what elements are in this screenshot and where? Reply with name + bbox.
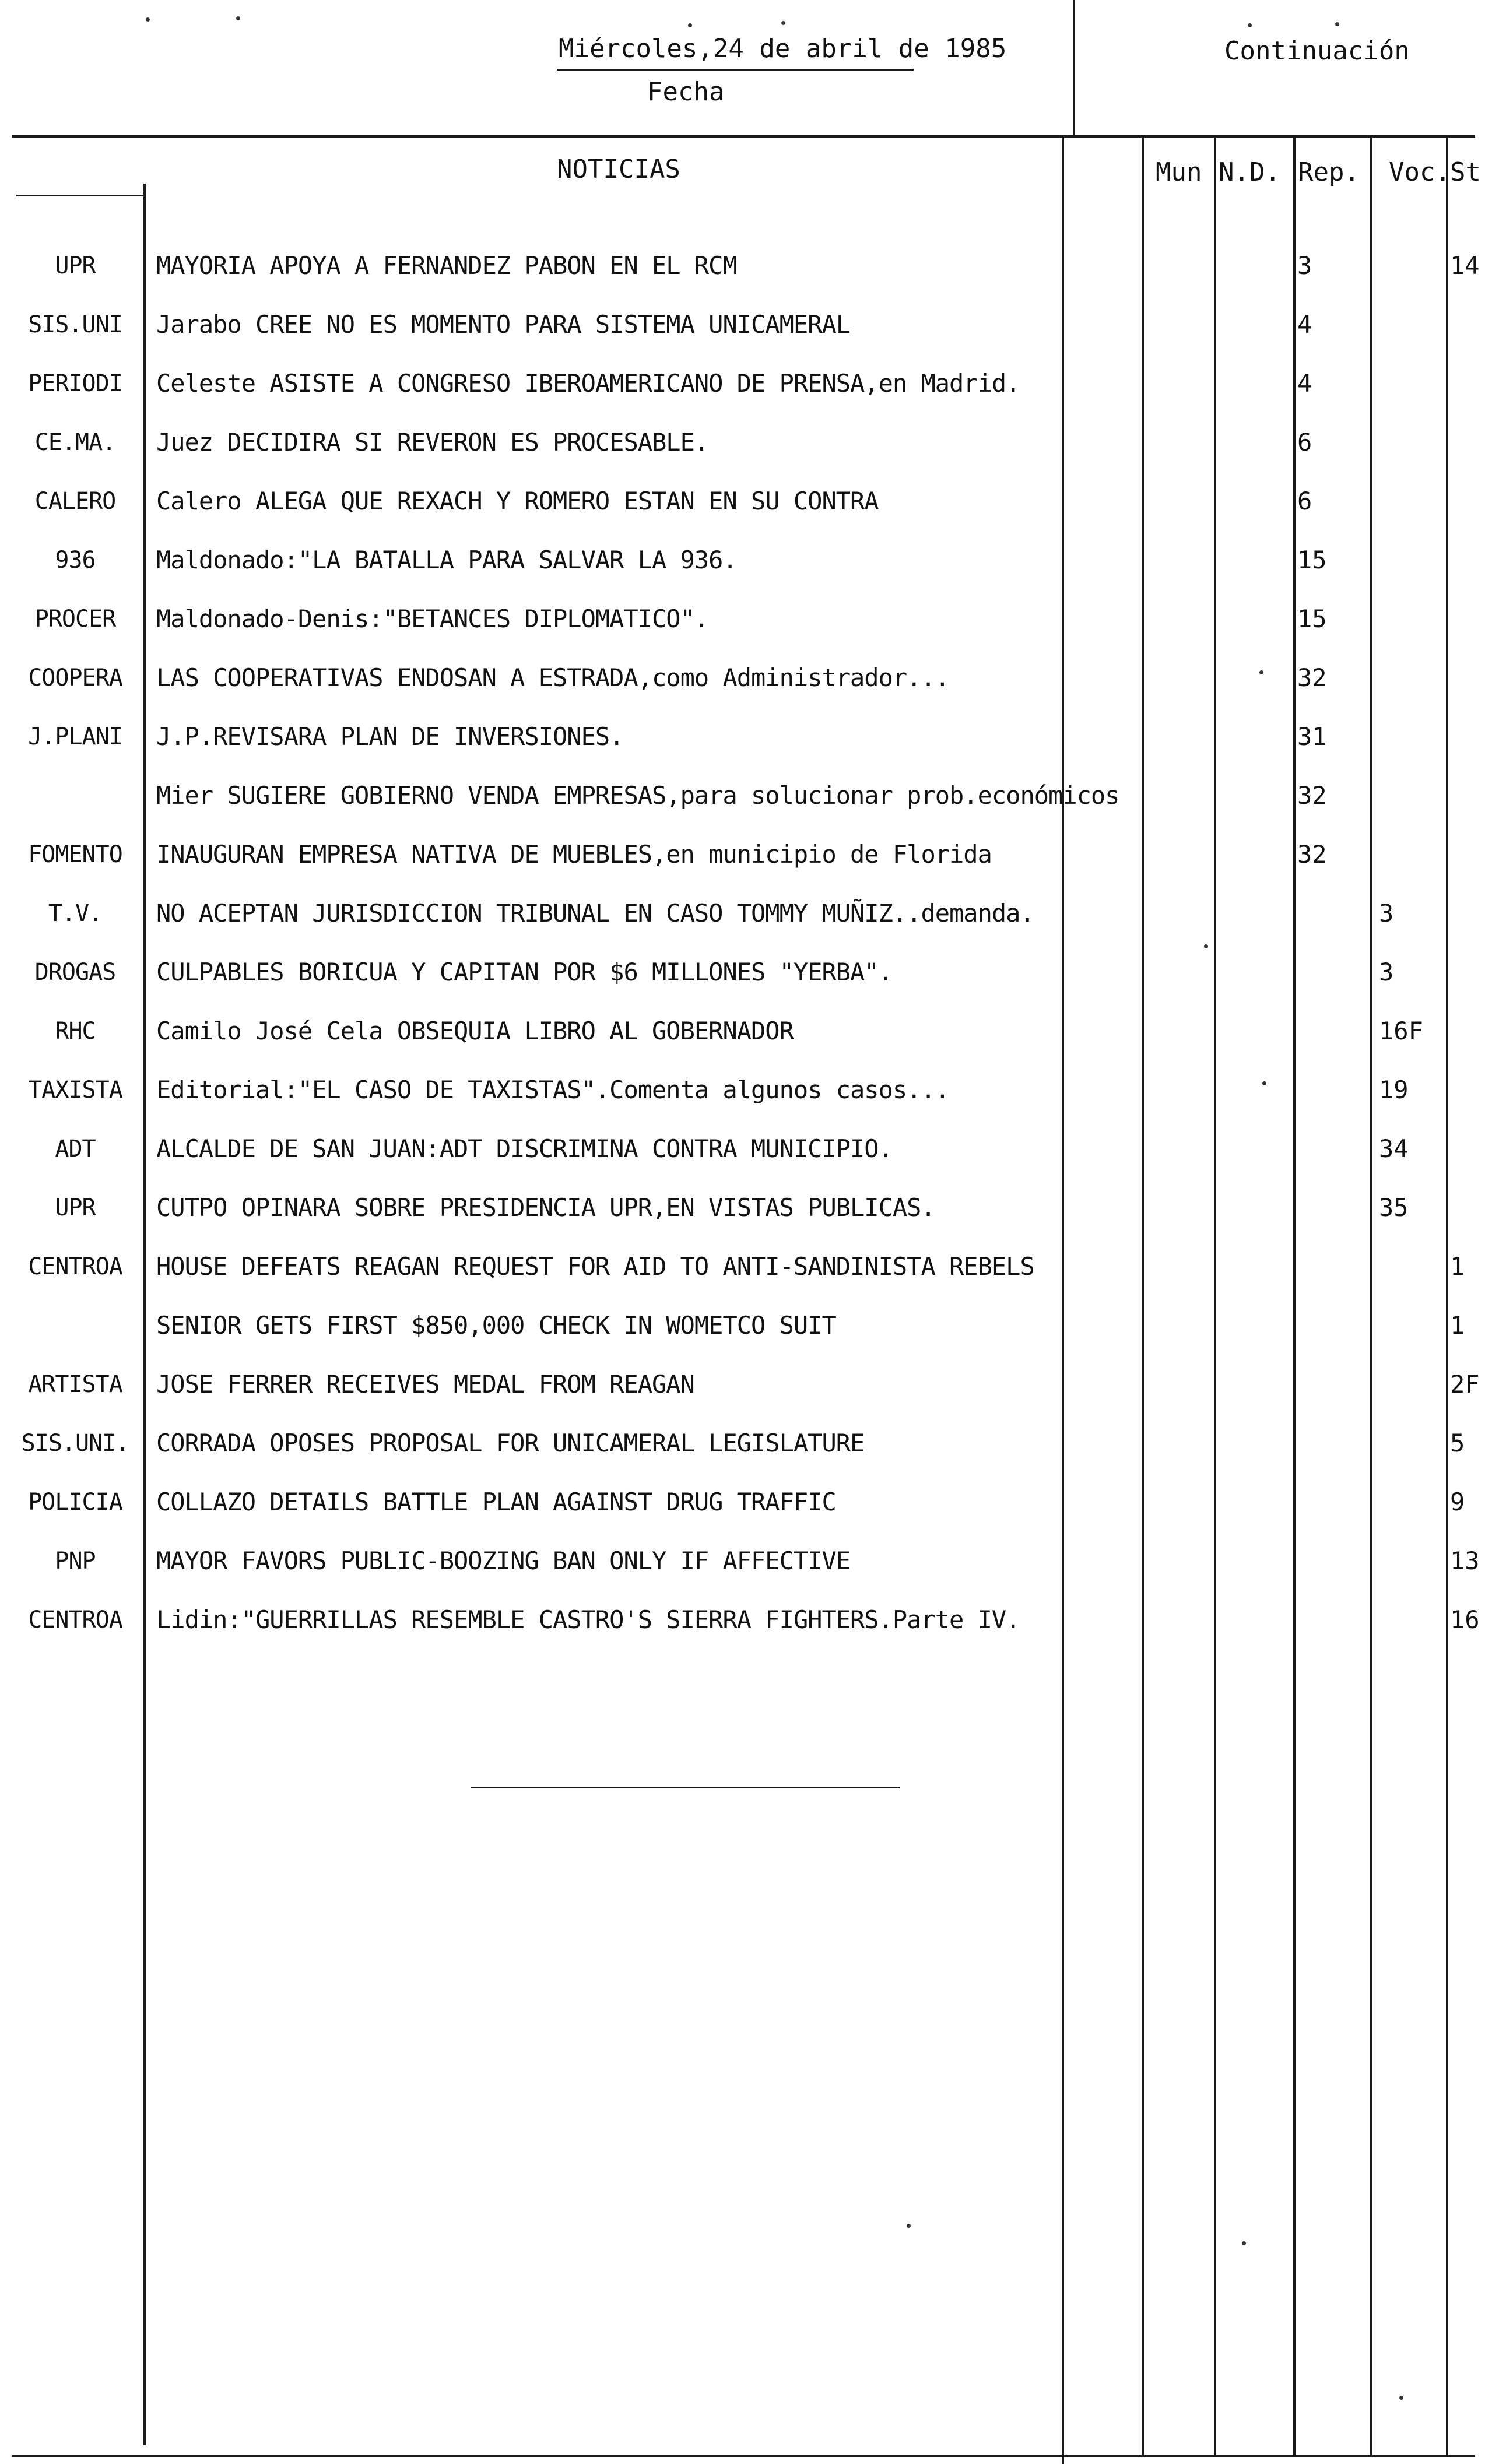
row-voc: 19 bbox=[1379, 1075, 1409, 1104]
row-rep: 31 bbox=[1297, 722, 1327, 751]
row-title: NO ACEPTAN JURISDICCION TRIBUNAL EN CASO TOMMY MUÑIZ..demanda. bbox=[156, 899, 1034, 927]
news-row bbox=[0, 1119, 1475, 1177]
row-title: SENIOR GETS FIRST $850,000 CHECK IN WOMETCO SUIT bbox=[156, 1311, 836, 1340]
row-code: CALERO bbox=[34, 488, 116, 515]
row-code: TAXISTA bbox=[28, 1077, 122, 1103]
row-title: HOUSE DEFEATS REAGAN REQUEST FOR AID TO ANTI-SANDINISTA REBELS bbox=[156, 1252, 1034, 1281]
news-row bbox=[0, 1414, 1475, 1472]
news-row bbox=[0, 354, 1475, 412]
news-row bbox=[0, 530, 1475, 589]
row-title: MAYOR FAVORS PUBLIC-BOOZING BAN ONLY IF AFFECTIVE bbox=[156, 1546, 851, 1575]
row-title: CULPABLES BORICUA Y CAPITAN POR $6 MILLONES "YERBA". bbox=[156, 958, 893, 986]
row-st: 13 bbox=[1450, 1546, 1480, 1575]
news-row bbox=[0, 1531, 1480, 1590]
row-title: COLLAZO DETAILS BATTLE PLAN AGAINST DRUG TRAFFIC bbox=[156, 1488, 836, 1516]
row-title: LAS COOPERATIVAS ENDOSAN A ESTRADA,como Administrador... bbox=[156, 663, 950, 692]
row-title: Camilo José Cela OBSEQUIA LIBRO AL GOBERNADOR bbox=[156, 1017, 794, 1045]
news-row bbox=[0, 707, 1475, 765]
row-rep: 4 bbox=[1297, 310, 1312, 339]
row-code: UPR bbox=[55, 252, 96, 279]
row-code: J.PLANI bbox=[28, 723, 122, 750]
row-code: UPR bbox=[55, 1194, 96, 1221]
row-rep: 3 bbox=[1297, 251, 1312, 280]
row-code: PROCER bbox=[34, 606, 116, 632]
news-row bbox=[0, 1237, 1475, 1295]
row-code: 936 bbox=[55, 547, 96, 574]
news-row bbox=[0, 1472, 1475, 1531]
scan-speck bbox=[1204, 944, 1208, 948]
scan-speck bbox=[1335, 22, 1339, 26]
column-header-st: St bbox=[1450, 157, 1481, 187]
row-title: Lidin:"GUERRILLAS RESEMBLE CASTRO'S SIERRA FIGHTERS.Parte IV. bbox=[156, 1605, 1020, 1634]
news-row bbox=[0, 943, 1475, 1001]
scan-speck bbox=[1259, 670, 1263, 674]
row-code: CENTROA bbox=[28, 1253, 122, 1280]
end-of-list-rule bbox=[471, 1787, 900, 1788]
news-row bbox=[0, 766, 1475, 824]
row-code: FOMENTO bbox=[28, 841, 122, 868]
scan-speck bbox=[1262, 1081, 1266, 1085]
scan-speck bbox=[1399, 2396, 1403, 2400]
row-st: 1 bbox=[1450, 1311, 1465, 1340]
row-rep: 6 bbox=[1297, 428, 1312, 456]
row-rep: 15 bbox=[1297, 604, 1327, 633]
news-row bbox=[0, 1178, 1475, 1236]
column-header-noticias: NOTICIAS bbox=[557, 154, 680, 184]
date-underline bbox=[557, 69, 914, 71]
row-code: ADT bbox=[55, 1136, 96, 1162]
row-voc: 35 bbox=[1379, 1193, 1409, 1222]
row-code: PERIODI bbox=[28, 370, 122, 397]
header-separator-line bbox=[1073, 0, 1075, 137]
row-title: INAUGURAN EMPRESA NATIVA DE MUEBLES,en municipio de Florida bbox=[156, 840, 992, 869]
row-st: 16 bbox=[1450, 1605, 1480, 1634]
row-st: 14 bbox=[1450, 251, 1480, 280]
column-header-rep: Rep. bbox=[1298, 157, 1360, 187]
date-text: Miércoles,24 de abril de 1985 bbox=[559, 34, 1007, 64]
row-code: RHC bbox=[55, 1018, 96, 1045]
news-row bbox=[0, 1296, 1475, 1354]
news-row bbox=[0, 648, 1475, 706]
news-row bbox=[0, 1355, 1480, 1413]
continuation-label: Continuación bbox=[1224, 36, 1410, 66]
column-header-nd: N.D. bbox=[1219, 157, 1280, 187]
row-code: SIS.UNI bbox=[28, 311, 122, 338]
scan-speck bbox=[236, 16, 240, 20]
news-row bbox=[0, 589, 1475, 648]
news-row bbox=[0, 295, 1475, 353]
scan-speck bbox=[688, 23, 692, 27]
news-row bbox=[0, 884, 1475, 942]
row-code: COOPERA bbox=[28, 665, 122, 691]
left-tick-rule bbox=[16, 195, 145, 196]
row-code: CE.MA. bbox=[34, 429, 116, 456]
row-code: PNP bbox=[55, 1548, 96, 1574]
row-st: 9 bbox=[1450, 1488, 1465, 1516]
row-title: MAYORIA APOYA A FERNANDEZ PABON EN EL RCM bbox=[156, 251, 737, 280]
row-title: CORRADA OPOSES PROPOSAL FOR UNICAMERAL LEGISLATURE bbox=[156, 1429, 865, 1457]
row-voc: 16F bbox=[1379, 1017, 1423, 1045]
row-voc: 3 bbox=[1379, 899, 1394, 927]
row-code: DROGAS bbox=[34, 959, 116, 986]
row-rep: 15 bbox=[1297, 546, 1327, 574]
news-row bbox=[0, 825, 1475, 883]
row-st: 5 bbox=[1450, 1429, 1465, 1457]
page-bottom-rule bbox=[12, 2455, 1475, 2457]
scan-speck bbox=[1242, 2241, 1246, 2245]
row-title: Mier SUGIERE GOBIERNO VENDA EMPRESAS,para solucionar prob.económicos bbox=[156, 781, 1119, 810]
row-title: Editorial:"EL CASO DE TAXISTAS".Comenta algunos casos... bbox=[156, 1075, 950, 1104]
news-row bbox=[0, 472, 1475, 530]
row-voc: 3 bbox=[1379, 958, 1394, 986]
row-rep: 32 bbox=[1297, 663, 1327, 692]
news-row bbox=[0, 1060, 1475, 1119]
news-row bbox=[0, 1590, 1480, 1648]
row-code: T.V. bbox=[48, 900, 103, 927]
row-rep: 32 bbox=[1297, 840, 1327, 869]
row-title: ALCALDE DE SAN JUAN:ADT DISCRIMINA CONTRA MUNICIPIO. bbox=[156, 1134, 893, 1163]
row-title: Maldonado:"LA BATALLA PARA SALVAR LA 936. bbox=[156, 546, 737, 574]
column-header-voc: Voc. bbox=[1389, 157, 1451, 187]
news-row bbox=[0, 236, 1480, 294]
row-title: J.P.REVISARA PLAN DE INVERSIONES. bbox=[156, 722, 624, 751]
row-title: Jarabo CREE NO ES MOMENTO PARA SISTEMA UNICAMERAL bbox=[156, 310, 851, 339]
scan-speck bbox=[781, 21, 785, 25]
news-row bbox=[0, 1001, 1475, 1060]
row-title: Maldonado-Denis:"BETANCES DIPLOMATICO". bbox=[156, 604, 709, 633]
row-title: Celeste ASISTE A CONGRESO IBEROAMERICANO DE PRENSA,en Madrid. bbox=[156, 369, 1020, 398]
scan-speck bbox=[907, 2224, 911, 2228]
row-title: Juez DECIDIRA SI REVERON ES PROCESABLE. bbox=[156, 428, 709, 456]
table-top-rule bbox=[12, 135, 1475, 138]
row-code: ARTISTA bbox=[28, 1371, 122, 1398]
row-title: Calero ALEGA QUE REXACH Y ROMERO ESTAN EN SU CONTRA bbox=[156, 487, 879, 515]
row-code: SIS.UNI. bbox=[21, 1430, 129, 1457]
row-code: POLICIA bbox=[28, 1489, 122, 1516]
scan-speck bbox=[146, 17, 150, 22]
row-st: 1 bbox=[1450, 1252, 1465, 1281]
row-st: 2F bbox=[1450, 1370, 1480, 1398]
row-title: CUTPO OPINARA SOBRE PRESIDENCIA UPR,EN VISTAS PUBLICAS. bbox=[156, 1193, 935, 1222]
row-title: JOSE FERRER RECEIVES MEDAL FROM REAGAN bbox=[156, 1370, 694, 1398]
row-voc: 34 bbox=[1379, 1134, 1409, 1163]
row-code: CENTROA bbox=[28, 1607, 122, 1633]
column-header-mun: Mun bbox=[1156, 157, 1202, 187]
fecha-label: Fecha bbox=[647, 77, 725, 107]
news-row bbox=[0, 413, 1475, 471]
row-rep: 4 bbox=[1297, 369, 1312, 398]
scan-speck bbox=[1248, 23, 1252, 27]
row-rep: 32 bbox=[1297, 781, 1327, 810]
row-rep: 6 bbox=[1297, 487, 1312, 515]
